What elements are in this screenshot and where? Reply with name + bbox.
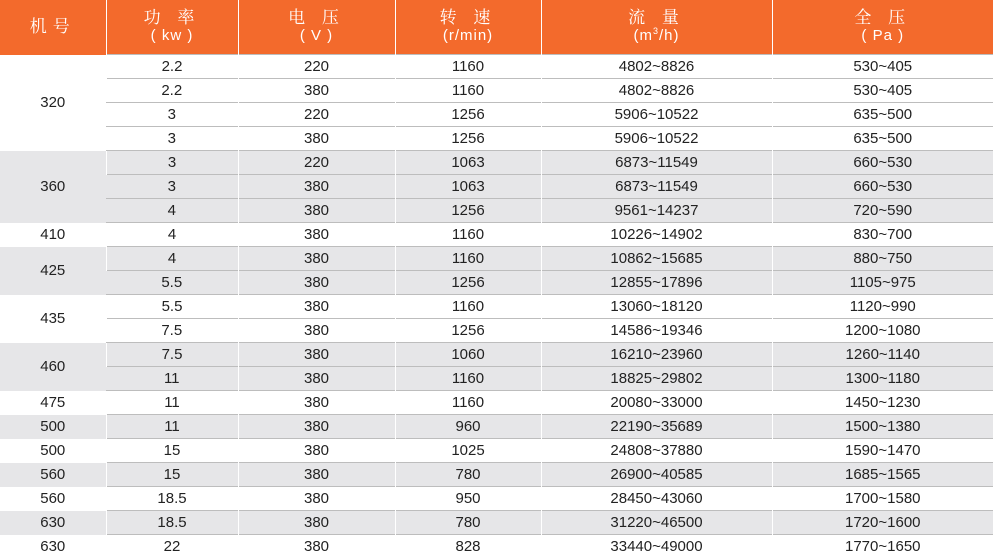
voltage-cell: 380 <box>238 223 395 247</box>
voltage-cell: 220 <box>238 55 395 79</box>
header-voltage-label: 电 压 <box>239 9 395 27</box>
speed-cell: 1256 <box>395 127 541 151</box>
pressure-cell: 530~405 <box>772 55 993 79</box>
speed-cell: 950 <box>395 487 541 511</box>
speed-cell: 780 <box>395 511 541 535</box>
voltage-cell: 380 <box>238 175 395 199</box>
speed-cell: 1063 <box>395 151 541 175</box>
header-pressure-unit: ( Pa ) <box>773 27 993 45</box>
voltage-cell: 380 <box>238 487 395 511</box>
pressure-cell: 635~500 <box>772 127 993 151</box>
pressure-cell: 1450~1230 <box>772 391 993 415</box>
speed-cell: 1256 <box>395 271 541 295</box>
table-row <box>0 415 993 439</box>
power-cell: 5.5 <box>106 271 238 295</box>
pressure-cell: 660~530 <box>772 151 993 175</box>
voltage-cell: 380 <box>238 343 395 367</box>
table-row <box>0 103 993 127</box>
header-pressure <box>772 0 993 55</box>
header-flow-unit-sup: 3 <box>653 26 659 36</box>
pressure-cell: 660~530 <box>772 175 993 199</box>
power-cell: 3 <box>106 175 238 199</box>
flow-cell: 6873~11549 <box>541 175 772 199</box>
flow-cell: 24808~37880 <box>541 439 772 463</box>
pressure-cell: 830~700 <box>772 223 993 247</box>
table-row <box>0 79 993 103</box>
speed-cell: 780 <box>395 463 541 487</box>
pressure-cell: 530~405 <box>772 79 993 103</box>
pressure-cell: 1685~1565 <box>772 463 993 487</box>
header-flow-label: 流 量 <box>542 9 772 27</box>
speed-cell: 1160 <box>395 55 541 79</box>
flow-cell: 4802~8826 <box>541 79 772 103</box>
speed-cell: 1256 <box>395 199 541 223</box>
header-flow-unit <box>542 27 772 45</box>
model-cell: 360 <box>0 151 106 223</box>
voltage-cell: 380 <box>238 511 395 535</box>
pressure-cell: 1720~1600 <box>772 511 993 535</box>
table-row <box>0 295 993 319</box>
voltage-cell: 380 <box>238 463 395 487</box>
table-row <box>0 247 993 271</box>
table-header <box>0 0 993 55</box>
pressure-cell: 1590~1470 <box>772 439 993 463</box>
flow-cell: 22190~35689 <box>541 415 772 439</box>
flow-cell: 18825~29802 <box>541 367 772 391</box>
model-cell: 560 <box>0 463 106 487</box>
pressure-cell: 1200~1080 <box>772 319 993 343</box>
table-row <box>0 391 993 415</box>
power-cell: 7.5 <box>106 343 238 367</box>
header-model-label: 机号 <box>0 18 106 36</box>
power-cell: 3 <box>106 151 238 175</box>
table-row <box>0 439 993 463</box>
voltage-cell: 380 <box>238 199 395 223</box>
header-flow-unit-pre: (m <box>633 27 653 44</box>
speed-cell: 1256 <box>395 319 541 343</box>
flow-cell: 10226~14902 <box>541 223 772 247</box>
header-voltage <box>238 0 395 55</box>
header-row <box>0 0 993 55</box>
pressure-cell: 1120~990 <box>772 295 993 319</box>
power-cell: 15 <box>106 463 238 487</box>
voltage-cell: 380 <box>238 319 395 343</box>
power-cell: 4 <box>106 223 238 247</box>
model-cell: 630 <box>0 535 106 558</box>
flow-cell: 4802~8826 <box>541 55 772 79</box>
flow-cell: 28450~43060 <box>541 487 772 511</box>
model-cell: 630 <box>0 511 106 535</box>
speed-cell: 1160 <box>395 223 541 247</box>
power-cell: 3 <box>106 127 238 151</box>
flow-cell: 20080~33000 <box>541 391 772 415</box>
table-row <box>0 127 993 151</box>
model-cell: 500 <box>0 415 106 439</box>
table-row <box>0 223 993 247</box>
flow-cell: 12855~17896 <box>541 271 772 295</box>
voltage-cell: 380 <box>238 415 395 439</box>
flow-cell: 31220~46500 <box>541 511 772 535</box>
flow-cell: 26900~40585 <box>541 463 772 487</box>
flow-cell: 16210~23960 <box>541 343 772 367</box>
speed-cell: 1160 <box>395 367 541 391</box>
speed-cell: 1063 <box>395 175 541 199</box>
voltage-cell: 380 <box>238 247 395 271</box>
power-cell: 4 <box>106 199 238 223</box>
model-cell: 410 <box>0 223 106 247</box>
table-row <box>0 535 993 558</box>
voltage-cell: 380 <box>238 271 395 295</box>
header-flow-unit-post: /h) <box>659 27 680 44</box>
speed-cell: 1160 <box>395 79 541 103</box>
model-cell: 560 <box>0 487 106 511</box>
model-cell: 500 <box>0 439 106 463</box>
model-cell: 460 <box>0 343 106 391</box>
flow-cell: 33440~49000 <box>541 535 772 558</box>
speed-cell: 1256 <box>395 103 541 127</box>
flow-cell: 5906~10522 <box>541 103 772 127</box>
table-row <box>0 271 993 295</box>
header-power <box>106 0 238 55</box>
flow-cell: 10862~15685 <box>541 247 772 271</box>
table-row <box>0 151 993 175</box>
header-speed <box>395 0 541 55</box>
voltage-cell: 380 <box>238 535 395 558</box>
speed-cell: 1025 <box>395 439 541 463</box>
power-cell: 3 <box>106 103 238 127</box>
table-row <box>0 511 993 535</box>
pressure-cell: 1260~1140 <box>772 343 993 367</box>
flow-cell: 14586~19346 <box>541 319 772 343</box>
power-cell: 11 <box>106 391 238 415</box>
flow-cell: 6873~11549 <box>541 151 772 175</box>
voltage-cell: 380 <box>238 439 395 463</box>
table-row <box>0 175 993 199</box>
speed-cell: 1060 <box>395 343 541 367</box>
pressure-cell: 1300~1180 <box>772 367 993 391</box>
table-row <box>0 55 993 79</box>
header-flow <box>541 0 772 55</box>
speed-cell: 1160 <box>395 295 541 319</box>
pressure-cell: 1500~1380 <box>772 415 993 439</box>
voltage-cell: 380 <box>238 127 395 151</box>
power-cell: 11 <box>106 415 238 439</box>
power-cell: 18.5 <box>106 487 238 511</box>
power-cell: 11 <box>106 367 238 391</box>
header-speed-label: 转 速 <box>396 9 541 27</box>
pressure-cell: 720~590 <box>772 199 993 223</box>
power-cell: 4 <box>106 247 238 271</box>
table-row <box>0 199 993 223</box>
pressure-cell: 1770~1650 <box>772 535 993 558</box>
model-cell: 435 <box>0 295 106 343</box>
pressure-cell: 635~500 <box>772 103 993 127</box>
voltage-cell: 380 <box>238 295 395 319</box>
power-cell: 2.2 <box>106 79 238 103</box>
voltage-cell: 220 <box>238 151 395 175</box>
speed-cell: 960 <box>395 415 541 439</box>
power-cell: 5.5 <box>106 295 238 319</box>
power-cell: 15 <box>106 439 238 463</box>
power-cell: 22 <box>106 535 238 558</box>
voltage-cell: 220 <box>238 103 395 127</box>
voltage-cell: 380 <box>238 79 395 103</box>
model-cell: 425 <box>0 247 106 295</box>
speed-cell: 828 <box>395 535 541 558</box>
table-row <box>0 343 993 367</box>
header-power-label: 功 率 <box>107 9 238 27</box>
header-power-unit: ( kw ) <box>107 27 238 45</box>
table-body <box>0 55 993 558</box>
speed-cell: 1160 <box>395 247 541 271</box>
model-cell: 475 <box>0 391 106 415</box>
flow-cell: 9561~14237 <box>541 199 772 223</box>
header-pressure-label: 全 压 <box>773 9 993 27</box>
voltage-cell: 380 <box>238 367 395 391</box>
power-cell: 7.5 <box>106 319 238 343</box>
pressure-cell: 1700~1580 <box>772 487 993 511</box>
model-cell: 320 <box>0 55 106 151</box>
header-model <box>0 0 106 55</box>
flow-cell: 5906~10522 <box>541 127 772 151</box>
header-speed-unit: (r/min) <box>396 27 541 45</box>
pressure-cell: 1105~975 <box>772 271 993 295</box>
table-row <box>0 367 993 391</box>
flow-cell: 13060~18120 <box>541 295 772 319</box>
pressure-cell: 880~750 <box>772 247 993 271</box>
header-voltage-unit: ( V ) <box>239 27 395 45</box>
table-row <box>0 463 993 487</box>
power-cell: 2.2 <box>106 55 238 79</box>
voltage-cell: 380 <box>238 391 395 415</box>
power-cell: 18.5 <box>106 511 238 535</box>
speed-cell: 1160 <box>395 391 541 415</box>
table-row <box>0 487 993 511</box>
table-row <box>0 319 993 343</box>
